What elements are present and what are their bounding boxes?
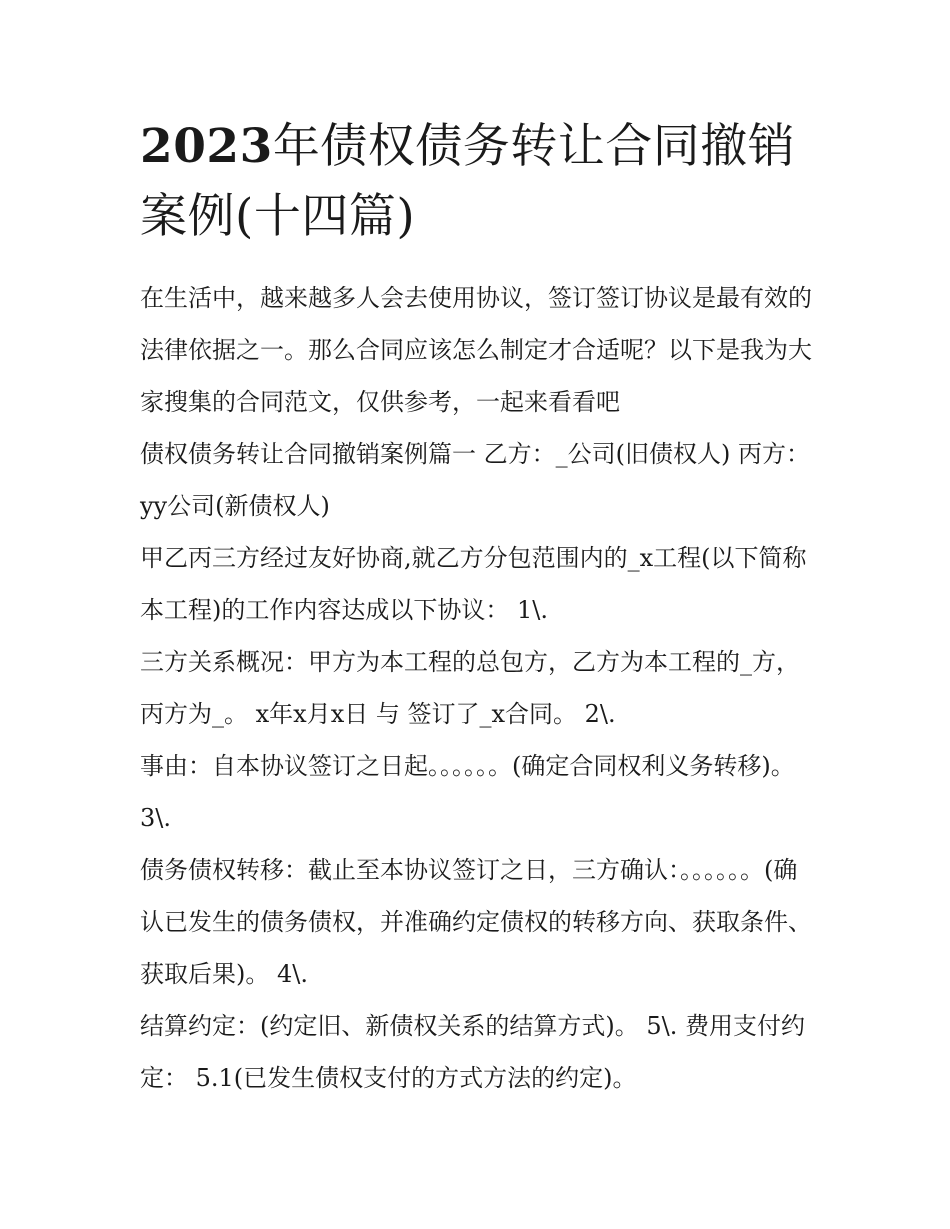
title-year: 2023 xyxy=(140,119,273,174)
document-title xyxy=(140,112,820,252)
paragraph-settlement: 结算约定：(约定旧、新债权关系的结算方式)。 5\. 费用支付约定： 5.1(已发生债权支付的方式方法的约定)。 xyxy=(140,1012,805,1092)
document-page xyxy=(140,112,820,1104)
paragraph-transfer: 债务债权转移：截止至本协议签订之日，三方确认：。。。。。。(确认已发生的债务债权，并准确约定债权的转移方向、获取条件、获取后果)。 4\. xyxy=(140,856,812,988)
paragraph-parties: 债权债务转让合同撤销案例篇一 乙方：_公司(旧债权人) 丙方：yy公司(新债权人) xyxy=(140,440,810,520)
paragraph-intro: 在生活中，越来越多人会去使用协议，签订签订协议是最有效的法律依据之一。那么合同应该怎么制定才合适呢？以下是我为大家搜集的合同范文，仅供参考，一起来看看吧 xyxy=(140,284,812,416)
title-text: 年债权债务转让合同撤销案例(十四篇) xyxy=(140,119,796,244)
paragraph-agreement: 甲乙丙三方经过友好协商,就乙方分包范围内的_x工程(以下简称本工程)的工作内容达成以下协议： 1\. xyxy=(140,544,807,624)
document-body xyxy=(140,272,820,1104)
paragraph-reason: 事由：自本协议签订之日起。。。。。。(确定合同权利义务转移)。 3\. xyxy=(140,752,795,832)
paragraph-relationship: 三方关系概况：甲方为本工程的总包方，乙方为本工程的_方，丙方为_。 x年x月x日 与 签订了_x合同。 2\. xyxy=(140,648,800,728)
